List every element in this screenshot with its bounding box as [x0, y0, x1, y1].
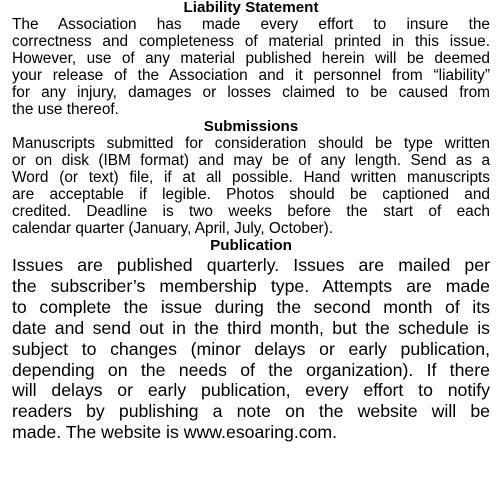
liability-line: However, use of any material published herein will be deemed: [12, 50, 490, 67]
publication-line: to complete the issue during the second month of its: [12, 296, 490, 317]
submissions-line: or on disk (IBM format) and may be of any length. Send as a: [12, 152, 490, 169]
publication-line: subject to changes (minor delays or early publication,: [12, 338, 490, 359]
publication-line: readers by publishing a note on the website will be: [12, 401, 490, 422]
publication-paragraph: [12, 255, 490, 443]
publication-line: made. The website is www.esoaring.com.: [12, 422, 338, 443]
publication-line: the subscriber’s membership type. Attempts are made: [12, 275, 490, 296]
liability-line: for any injury, damages or losses claimed to be caused from: [12, 84, 490, 101]
submissions-heading: Submissions: [203, 118, 299, 135]
publication-line: date and send out in the third month, but the schedule is: [12, 317, 490, 338]
liability-line: the use thereof.: [12, 101, 119, 118]
liability-line: correctness and completeness of material printed in this issue.: [12, 33, 490, 50]
liability-line: The Association has made every effort to insure the: [12, 16, 490, 33]
publication-line: will delays or early publication, every effort to notify: [12, 380, 490, 401]
liability-heading: Liability Statement: [183, 0, 319, 16]
liability-line: your release of the Association and it personnel from “liability”: [12, 67, 490, 84]
submissions-line: Manuscripts submitted for consideration should be type written: [12, 135, 490, 152]
liability-paragraph: [12, 16, 490, 118]
submissions-line: calendar quarter (January, April, July, October).: [12, 220, 334, 237]
submissions-line: are acceptable if legible. Photos should be captioned and: [12, 186, 490, 203]
submissions-paragraph: [12, 135, 490, 237]
publication-line: Issues are published quarterly. Issues are mailed per: [12, 255, 490, 275]
submissions-line: credited. Deadline is two weeks before the start of each: [12, 203, 490, 220]
publication-line: depending on the needs of the organization). If there: [12, 359, 490, 380]
submissions-line: Word (or text) file, if at all possible. Hand written manuscripts: [12, 169, 490, 186]
publication-heading: Publication: [210, 237, 292, 254]
